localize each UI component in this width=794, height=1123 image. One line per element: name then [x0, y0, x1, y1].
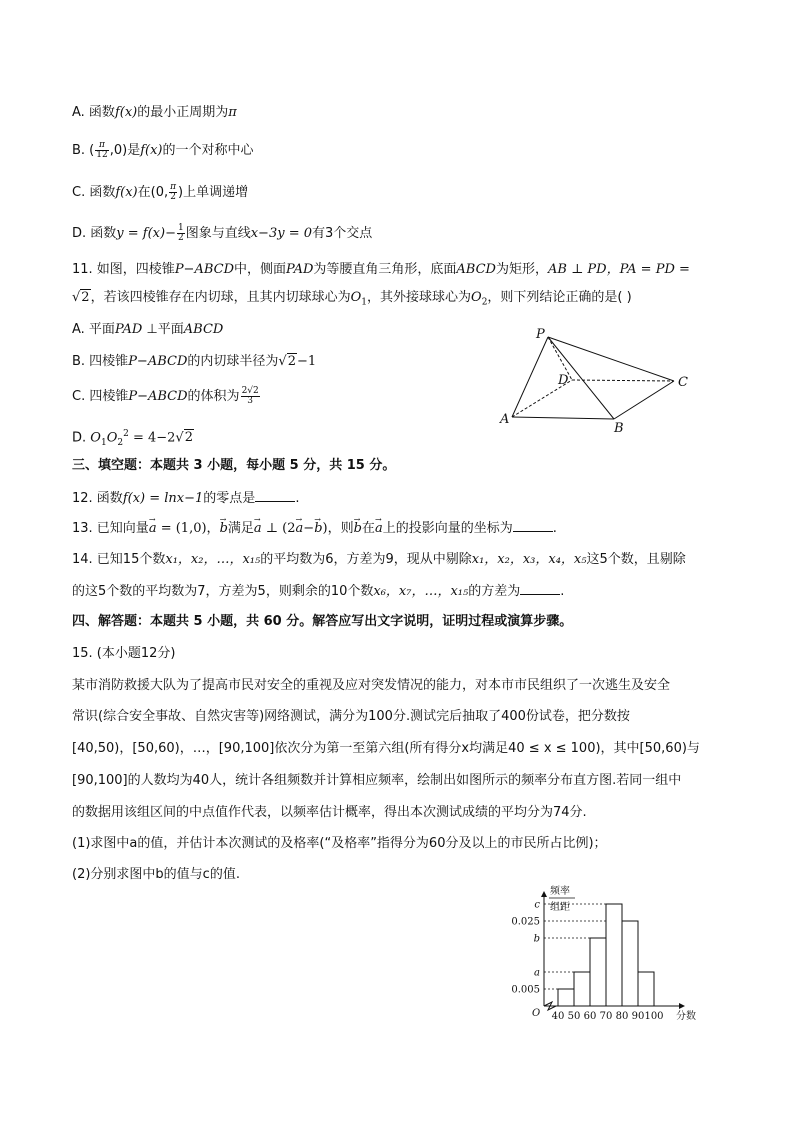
q11-stem-line2: √2，若该四棱锥存在内切球，且其内切球球心为$O_1$，其外接球球心为$O_2$，则下列结论正确的是( ): [72, 290, 632, 308]
q14-line1: 14. 已知15个数x₁，x₂，…，x₁₅的平均数为6，方差为9，现从中剔除x₁，x₂，x₃，x₄，x₅这5个数，且剔除: [72, 552, 686, 567]
origin-label: O: [532, 1008, 541, 1019]
x-tick-label: 70: [599, 1011, 613, 1022]
edge-bc: [614, 381, 674, 419]
label-a: A: [500, 412, 510, 427]
q13: 13. 已知向量→ a = (1,0)，→ b满足→ a ⊥ (2→ a−→ b)，则→ b在→ a上的投影向量的坐标为 .: [72, 519, 557, 538]
label-p: P: [536, 327, 545, 342]
q11-option-c: C. 四棱锥P−ABCD的体积为 $\frac{2√2}{3}$: [72, 386, 259, 406]
x-tick-label: 80: [615, 1011, 629, 1022]
q10-option-b: B. ( $\frac{\pi}{12}$ ,0)是f(x)的一个对称中心: [72, 140, 254, 160]
q15-paragraph-line2: 常识(综合安全事故、自然灾害等)网络测试，满分为100分.测试完后抽取了400份试卷，把分数按: [72, 709, 630, 724]
answer-blank: [520, 582, 560, 595]
q15-paragraph-line5: 的数据用该组区间的中点值作代表，以频率估计概率，得出本次测试成绩的平均分为74分.: [72, 805, 587, 820]
edge-pa: [512, 337, 548, 417]
edge-ab: [512, 417, 614, 419]
histogram-bar: [574, 972, 590, 1006]
x-tick-label: 100: [644, 1011, 664, 1022]
q14-line2: 的这5个数的平均数为7，方差为5，则剩余的10个数x₆，x₇，…，x₁₅的方差为 .: [72, 584, 565, 599]
q11-option-a: A. 平面PAD ⊥平面ABCD: [72, 322, 224, 337]
label-b: B: [614, 421, 624, 434]
label-c: C: [678, 375, 688, 390]
q15-paragraph-line3: [40,50)，[50,60)，…，[90,100]依次分为第一至第六组(所有得分x均满足40 ≤ x ≤ 100)，其中[50,60)与: [72, 741, 700, 756]
q15-paragraph-line4: [90,100]的人数均为40人，统计各组频数并计算相应频率，绘制出如图所示的频率分布直方图.若同一组中: [72, 773, 682, 788]
histogram-bar: [638, 972, 654, 1006]
q10-option-d: D. 函数y = f(x)− $\frac{1}{2}$ 图象与直线x−3y = 0有3个交点: [72, 223, 373, 243]
histogram-bar: [558, 989, 574, 1006]
label-d: D: [558, 373, 569, 388]
y-label-bottom: 组距: [550, 902, 570, 913]
histogram-bar: [606, 904, 622, 1006]
q15-heading: 15. (本小题12分): [72, 646, 176, 661]
frequency-histogram: [500, 880, 720, 1025]
x-label: 分数: [676, 1011, 696, 1022]
histogram-bar: [622, 921, 638, 1006]
y-tick-label: 0.005: [511, 984, 540, 996]
q11-option-b: B. 四棱锥P−ABCD的内切球半径为√2−1: [72, 354, 317, 369]
x-tick-label: 50: [567, 1011, 581, 1022]
histogram-bar: [590, 938, 606, 1006]
q10-option-a: A. 函数f(x)的最小正周期为π: [72, 105, 237, 120]
y-tick-label: b: [533, 933, 540, 945]
q11-stem-line1: 11. 如图，四棱锥P−ABCD中，侧面PAD为等腰直角三角形，底面ABCD为矩形，AB ⊥ PD，PA = PD =: [72, 262, 690, 277]
x-tick-label: 40: [551, 1011, 565, 1022]
q12: 12. 函数f(x) = lnx−1的零点是 .: [72, 491, 300, 506]
x-tick-label: 90: [631, 1011, 645, 1022]
answer-blank: [255, 489, 295, 502]
y-tick-label: a: [534, 967, 540, 979]
y-tick-label: 0.025: [511, 916, 540, 928]
q15-paragraph-line1: 某市消防救援大队为了提高市民对安全的重视及应对突发情况的能力，对本市市民组织了一次逃生及安全: [72, 678, 671, 693]
q11-option-d: D. $O_1O_2^2 = 4-2√2$: [72, 429, 193, 448]
answer-blank: [513, 519, 553, 532]
pyramid-figure: [496, 322, 706, 434]
y-tick-label: c: [534, 899, 540, 911]
q15-subquestion-2: (2)分别求图中b的值与c的值.: [72, 867, 240, 882]
edge-dc: [572, 380, 674, 381]
section-3-heading: 三、填空题：本题共 3 小题，每小题 5 分，共 15 分。: [72, 458, 396, 473]
q15-subquestion-1: (1)求图中a的值，并估计本次测试的及格率(“及格率”指得分为60分及以上的市民所占比例)；: [72, 836, 607, 851]
y-label-top: 频率: [550, 886, 570, 897]
q10-option-c: C. 函数f(x)在(0, $\frac{\pi}{2}$ )上单调递增: [72, 182, 249, 202]
x-tick-label: 60: [583, 1011, 597, 1022]
section-4-heading: 四、解答题：本题共 5 小题，共 60 分。解答应写出文字说明，证明过程或演算步骤。: [72, 614, 573, 629]
